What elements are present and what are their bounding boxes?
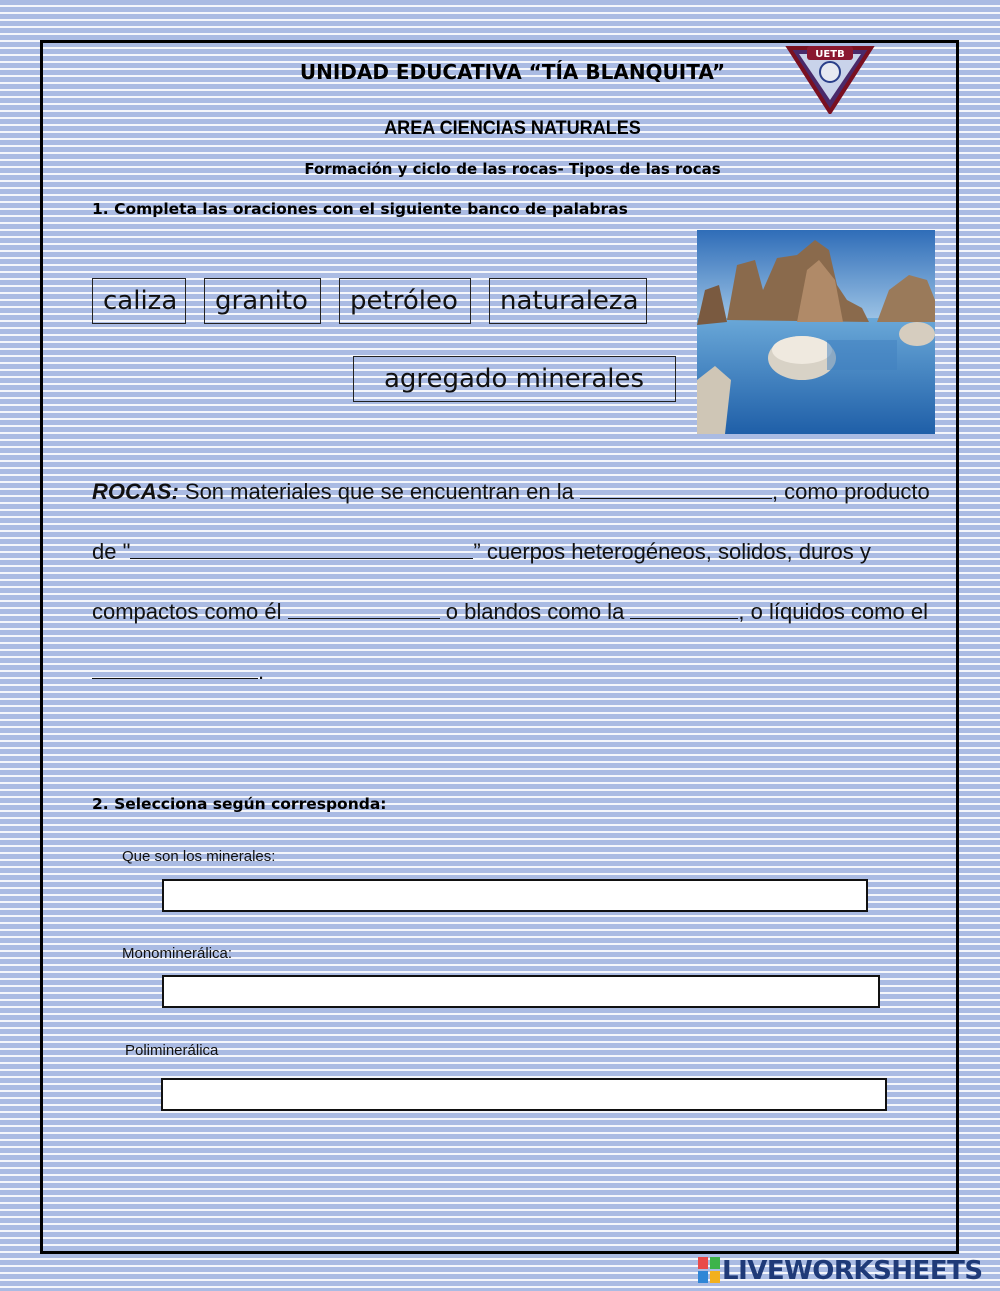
blank-1[interactable] [580, 480, 772, 499]
paragraph-line-4 [92, 642, 922, 702]
word-bank-petroleo[interactable]: petróleo [339, 278, 471, 324]
paragraph-text: compactos como él [92, 599, 288, 624]
school-name: UNIDAD EDUCATIVA “TÍA BLANQUITA” [299, 60, 726, 84]
answer-input-polimineralica[interactable] [161, 1078, 887, 1111]
rocas-paragraph [92, 462, 930, 702]
label-que-son-minerales: Que son los minerales: [122, 848, 276, 865]
word-bank-naturaleza[interactable]: naturaleza [489, 278, 647, 324]
word-bank-agregado-minerales[interactable]: agregado minerales [353, 356, 676, 402]
word-bank-caliza[interactable]: caliza [92, 278, 186, 324]
blank-5[interactable] [92, 660, 258, 679]
blank-2[interactable] [130, 540, 473, 559]
paragraph-line-3 [92, 582, 928, 642]
answer-input-monomineralica[interactable] [162, 975, 880, 1008]
subject-area: AREA CIENCIAS NATURALES [384, 118, 641, 139]
paragraph-text: , o líquidos como el [738, 599, 928, 624]
topic-title: Formación y ciclo de las rocas- Tipos de las rocas [304, 160, 721, 178]
word-bank-granito[interactable]: granito [204, 278, 321, 324]
paragraph-text: , como producto [771, 479, 930, 504]
paragraph-text: de " [92, 539, 131, 564]
label-polimineralica: Poliminerálica [125, 1042, 219, 1059]
rocks-lake-photo [697, 230, 935, 434]
question-2-title: 2. Selecciona según corresponda: [92, 795, 387, 813]
paragraph-text: . [258, 659, 265, 684]
label-monomineralica: Monominerálica: [122, 945, 233, 962]
question-1-title: 1. Completa las oraciones con el siguiente banco de palabras [92, 200, 628, 218]
liveworksheets-brand[interactable] [698, 1256, 983, 1286]
paragraph-text: Son materiales que se encuentran en la [178, 479, 580, 504]
paragraph-line-2 [92, 522, 922, 582]
liveworksheets-logo-icon [698, 1257, 720, 1283]
blank-3[interactable] [288, 600, 440, 619]
paragraph-text: ” cuerpos heterogéneos, solidos, duros y [473, 539, 871, 564]
logo-text: UETB [815, 49, 845, 60]
blank-4[interactable] [630, 600, 738, 619]
rocas-label: ROCAS: [92, 479, 179, 504]
brand-text: LIVEWORKSHEETS [722, 1256, 983, 1286]
paragraph-line-1 [92, 462, 930, 522]
answer-input-minerales[interactable] [162, 879, 868, 912]
paragraph-text: o blandos como la [439, 599, 631, 624]
